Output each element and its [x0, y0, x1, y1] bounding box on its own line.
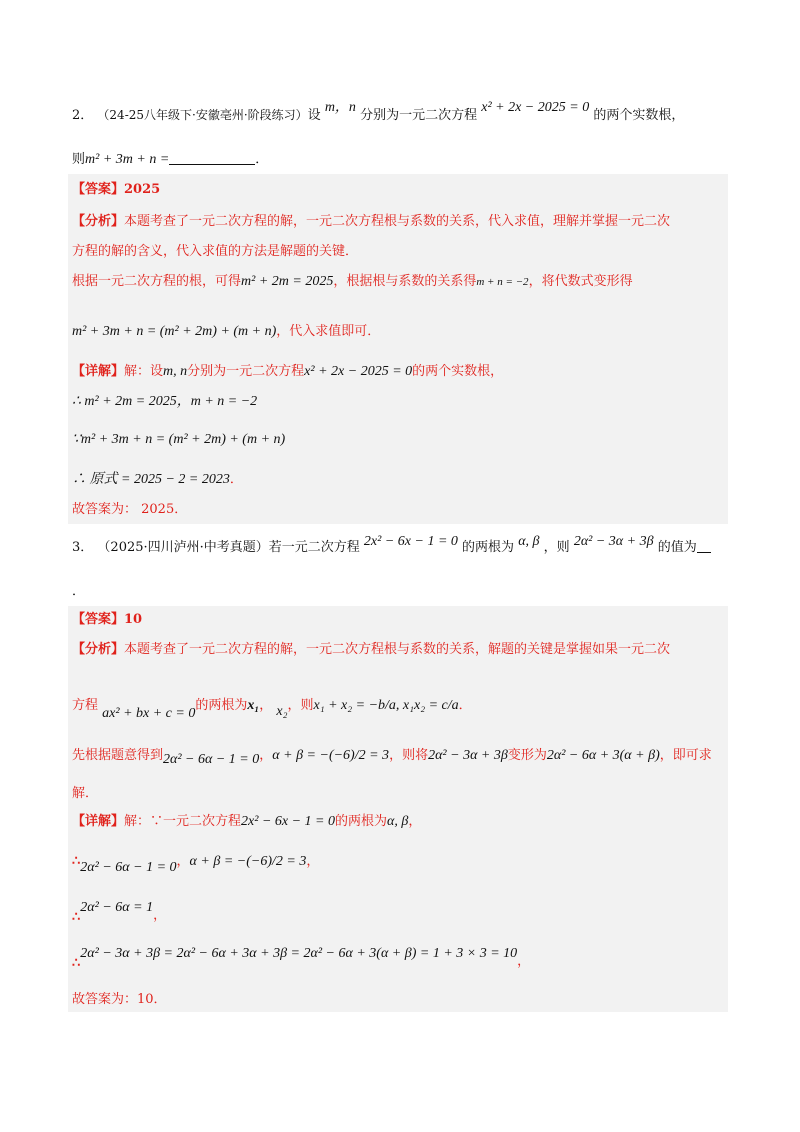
q3-analysis-2d: x₁ — [247, 698, 260, 713]
q3-analysis-2h: x₁ + x₂ = −b/a, x₁x₂ = c/a — [313, 698, 459, 713]
q2-equation: x² + 2x − 2025 = 0 — [481, 100, 590, 115]
q2-stem-a: 设 — [307, 108, 321, 123]
q3-detail-2c: ， — [176, 854, 190, 869]
q3-detail-2a: ∴ — [72, 854, 81, 869]
q2-vars: m，n — [324, 100, 356, 115]
q3-detail-label: 【详解】 — [72, 814, 125, 829]
q3-analysis-line2 — [72, 696, 472, 721]
q2-detail-4a: ∴ 原式 = 2025 − 2 = 2023 — [72, 472, 230, 487]
q3-detail-line3 — [72, 898, 167, 925]
q2-analysis-4a: m² + 3m + n = (m² + 2m) + (m + n) — [72, 324, 277, 339]
q2-analysis-3b: m² + 2m = 2025 — [241, 274, 334, 289]
q3-analysis-2b: ax² + bx + c = 0 — [102, 706, 196, 721]
q3-expr: 2α² − 3α + 3β — [573, 534, 654, 549]
q3-number: 3． — [72, 540, 94, 555]
q2-analysis-label: 【分析】 — [72, 214, 125, 229]
q2-source: （24-25八年级下·安徽亳州·阶段练习） — [97, 108, 308, 122]
q2-detail-line1 — [72, 362, 503, 382]
q3-detail-1a: 解：∵一元二次方程 — [124, 814, 242, 829]
q2-analysis-line1 — [72, 212, 670, 232]
q3-analysis-3d: α + β = −(−6)/2 = 3 — [272, 748, 390, 763]
q3-detail-3c: ， — [153, 908, 167, 923]
q2-detail-line2: ∴ m² + 2m = 2025，m + n = −2 — [72, 394, 258, 409]
q2-detail-1c: 分别为一元二次方程 — [187, 364, 305, 379]
q3-analysis-line1 — [72, 640, 670, 660]
q2-answer: 【答案】2025 — [72, 182, 161, 197]
q3-analysis-3i: ，即可求 — [659, 748, 712, 763]
q3-analysis-3b: 2α² − 6α − 1 = 0 — [163, 752, 260, 767]
q3-detail-1e: ， — [408, 814, 422, 829]
q3-stem-line1 — [72, 534, 711, 558]
q3-detail-1d: α, β — [387, 814, 409, 829]
q3-analysis-2i: ． — [458, 698, 472, 713]
q3-detail-4a: ∴ — [72, 956, 81, 971]
q3-analysis-line3 — [72, 746, 712, 766]
q2-analysis-3e: ，将代数式变形得 — [528, 274, 633, 289]
q2-analysis-3c: ，根据根与系数的关系得 — [333, 274, 477, 289]
q2-detail-label: 【详解】 — [72, 364, 125, 379]
q2-expr: m² + 3m + n = — [85, 152, 170, 167]
q3-analysis-3e: ，则将 — [389, 748, 429, 763]
q3-detail-1c: 的两根为 — [335, 814, 388, 829]
q3-analysis-label: 【分析】 — [72, 642, 125, 657]
q3-detail-2d: α + β = −(−6)/2 = 3 — [189, 854, 307, 869]
q3-stem-c: ，则 — [543, 540, 570, 555]
q2-analysis-1: 本题考查了一元二次方程的解，一元二次方程根与系数的关系，代入求值，理解并掌握一元二次 — [124, 214, 671, 229]
q3-analysis-2f: x₂ — [276, 704, 288, 719]
q2-detail-1e: 的两个实数根， — [412, 364, 504, 379]
q2-detail-4b: ． — [229, 472, 243, 487]
q3-detail-2e: ， — [306, 854, 320, 869]
q2-final: 故答案为： 2025． — [72, 502, 188, 517]
q2-detail-line4 — [72, 470, 243, 490]
q3-source: （2025·四川泸州·中考真题）若一元二次方程 — [97, 540, 360, 555]
q3-analysis-2c: 的两根为 — [195, 698, 248, 713]
q2-analysis-line3 — [72, 272, 633, 292]
q2-analysis-line4 — [72, 322, 380, 342]
q3-roots: α, β — [518, 534, 540, 549]
q2-line2-end: ． — [255, 152, 269, 167]
q3-analysis-3c: ， — [259, 748, 273, 763]
q2-detail-line3: ∵m² + 3m + n = (m² + 2m) + (m + n) — [72, 432, 286, 447]
q2-stem-c: 的两个实数根， — [593, 108, 685, 123]
q2-stem-line2 — [72, 150, 268, 170]
q3-detail-1b: 2x² − 6x − 1 = 0 — [241, 814, 335, 829]
q3-analysis-1: 本题考查了一元二次方程的解，一元二次方程根与系数的关系，解题的关键是掌握如果一元二次 — [124, 642, 671, 657]
q2-analysis-line2: 方程的解的含义，代入求值的方法是解题的关键． — [72, 244, 359, 259]
q2-detail-1b: m, n — [163, 364, 188, 379]
q3-analysis-3a: 先根据题意得到 — [72, 748, 164, 763]
answer-blank — [169, 150, 255, 165]
q3-analysis-2g: ，则 — [287, 698, 314, 713]
q3-answer: 【答案】10 — [72, 612, 143, 627]
q3-analysis-2a: 方程 — [72, 698, 99, 713]
q2-detail-1a: 解：设 — [124, 364, 164, 379]
q3-stem-b: 的两根为 — [462, 540, 515, 555]
q3-final: 故答案为：10． — [72, 992, 167, 1007]
q3-analysis-line4: 解． — [72, 786, 99, 801]
q3-analysis-2e: ， — [259, 698, 273, 713]
q2-analysis-3d: m + n = −2 — [476, 276, 529, 288]
q2-detail-1d: x² + 2x − 2025 = 0 — [304, 364, 413, 379]
q3-equation: 2x² − 6x − 1 = 0 — [363, 534, 458, 549]
q3-stem-line2: ． — [72, 584, 86, 599]
q2-number: 2． — [72, 108, 94, 123]
q3-detail-2b: 2α² − 6α − 1 = 0 — [80, 860, 177, 875]
q2-stem-b: 分别为一元二次方程 — [360, 108, 478, 123]
q3-detail-4b: 2α² − 3α + 3β = 2α² − 6α + 3α + 3β = 2α² − 6α + 3(α + β) = 1 + 3 × 3 = 10 — [80, 946, 518, 961]
q2-stem-line1 — [72, 100, 685, 126]
q3-analysis-3h: 2α² − 6α + 3(α + β) — [546, 748, 660, 763]
q3-detail-4c: ， — [517, 954, 531, 969]
q3-stem-d: 的值为 — [657, 540, 697, 555]
q3-analysis-3f: 2α² − 3α + 3β — [428, 748, 508, 763]
q3-detail-line1 — [72, 812, 421, 832]
q2-analysis-4b: ，代入求值即可． — [276, 324, 381, 339]
q2-line2-a: 则 — [72, 152, 86, 167]
q3-detail-3b: 2α² − 6α = 1 — [80, 900, 154, 915]
q3-detail-line4 — [72, 944, 531, 971]
q3-detail-3a: ∴ — [72, 910, 81, 925]
q3-analysis-3g: 变形为 — [507, 748, 547, 763]
answer-blank — [697, 538, 711, 553]
q3-detail-line2 — [72, 852, 320, 875]
q2-analysis-3a: 根据一元二次方程的根，可得 — [72, 274, 242, 289]
